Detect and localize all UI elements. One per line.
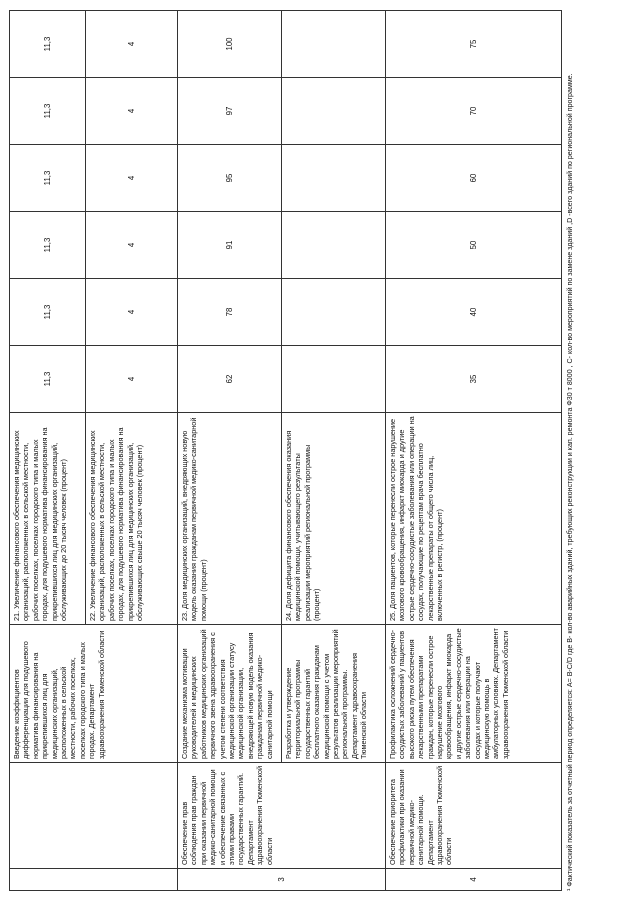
table-row (282, 11, 386, 891)
indicator-value: 11,3 (10, 346, 86, 413)
program-table (9, 10, 562, 891)
indicator-value (282, 346, 386, 413)
indicator-value: 11,3 (10, 78, 86, 145)
indicator-name: 24. Доля дефицита финансового обеспечения оказания медицинской помощи, учитывающего результаты реализации мероприятий региональной программы (процент) (282, 413, 386, 625)
indicator-value: 4 (86, 78, 178, 145)
indicator-value: 35 (386, 346, 562, 413)
indicator-value: 4 (86, 145, 178, 212)
footnote: ¹ Фактический показатель за отчетный период определяется: А= В-С/D где В- кол-во аварийных зданий, требующих реконструкции и кап. ремонта Ф30 т 8000 , С- кол-во мероприятий по замене зданий ,D -всего зданий по региональной программе. (566, 73, 574, 891)
indicator-name: 21. Увеличение финансового обеспечения медицинских организаций, расположенных в сельской местности, рабочих поселках, поселках городского типа и малых городах, для подушевого норматива финансирования на прикрепившихся лиц для медицинских организаций, обслуживающих до 20 тысяч человек (процент) (10, 413, 86, 625)
indicator-value: 75 (386, 11, 562, 78)
indicator-value: 91 (178, 212, 282, 279)
event-cell: Профилактика осложнений сердечно-сосудистых заболеваний у пациентов высокого риска путем обеспечения лекарственными препаратами граждан, которые перенесли острое нарушение мозгового кровообращения, инфаркт миокарда и другие острые сердечно-сосудистые заболевания или операции на сосудах и которые получают медицинскую помощь в амбулаторных условиях. Департамент здравоохранения Тюменской области (386, 625, 562, 763)
row-index: 3 (178, 869, 386, 891)
indicator-value (282, 145, 386, 212)
indicator-value: 70 (386, 78, 562, 145)
indicator-value: 4 (86, 11, 178, 78)
event-cell: Разработка и утверждение территориальной программы государственных гарантий бесплатного оказания гражданам медицинской помощи с учетом результатов реализации мероприятий региональной программы. Департамент здравоохранения Тюменской области (282, 625, 386, 763)
indicator-value: 4 (86, 212, 178, 279)
indicator-name: 23. Доля медицинских организаций, внедряющих новую модель оказания гражданам первичной медико-санитарной помощи (процент) (178, 413, 282, 625)
indicator-value: 11,3 (10, 11, 86, 78)
indicator-value: 4 (86, 279, 178, 346)
indicator-value: 97 (178, 78, 282, 145)
indicator-value: 100 (178, 11, 282, 78)
indicator-value (282, 279, 386, 346)
indicator-value: 50 (386, 212, 562, 279)
task-cell (10, 763, 178, 869)
row-index: 4 (386, 869, 562, 891)
indicator-name: 25. Доля пациентов, которые перенесли острое нарушение мозгового кровообращения, инфаркт миокарда и другие острые сердечно-сосудистые заболевания или операции на сосудах, получающие по рецептам врача бесплатно лекарственные препараты от общего числа лиц, включенных в регистр, (процент) (386, 413, 562, 625)
indicator-value (282, 11, 386, 78)
row-index (10, 869, 178, 891)
indicator-name: 22. Увеличение финансового обеспечения медицинских организаций, расположенных в сельской местности, рабочих поселках, поселках городского типа и малых городах, для подушевого норматива финансирования на прикрепившихся лиц для медицинских организаций, обслуживающих свыше 20 тысяч человек (процент) (86, 413, 178, 625)
indicator-value: 11,3 (10, 212, 86, 279)
indicator-value: 78 (178, 279, 282, 346)
indicator-value: 95 (178, 145, 282, 212)
indicator-value: 11,3 (10, 145, 86, 212)
indicator-value (282, 212, 386, 279)
indicator-value: 4 (86, 346, 178, 413)
indicator-value (282, 78, 386, 145)
task-cell: Обеспечение прав соблюдения прав граждан при оказании первичной медико-санитарной помощи и обеспечение связанных с этими правами государственных гарантий. Департамент здравоохранения Тюменской области (178, 763, 386, 869)
indicator-value: 40 (386, 279, 562, 346)
table-row (386, 11, 562, 891)
task-cell: Обеспечение приоритета профилактики при оказании первичной медико-санитарной помощи. Департамент здравоохранения Тюменской области (386, 763, 562, 869)
indicator-value: 62 (178, 346, 282, 413)
event-cell: Создание механизма мотивации руководителей и медицинских работников медицинских организаций первичного звена здравоохранения с учетом степени соответствия медицинской организации статусу медицинской организации, внедряющей новую модель оказания гражданам первичной медико-санитарной помощи (178, 625, 282, 763)
table-row (178, 11, 282, 891)
indicator-value: 60 (386, 145, 562, 212)
indicator-value: 11,3 (10, 279, 86, 346)
table-row (10, 11, 86, 891)
event-cell: Введение коэффициентов дифференциации для подушевого норматива финансирования на прикрепившихся лиц для медицинских организаций, расположенных в сельской местности, рабочих поселках, поселках городского типа и малых городах. Департамент здравоохранения Тюменской области (10, 625, 178, 763)
